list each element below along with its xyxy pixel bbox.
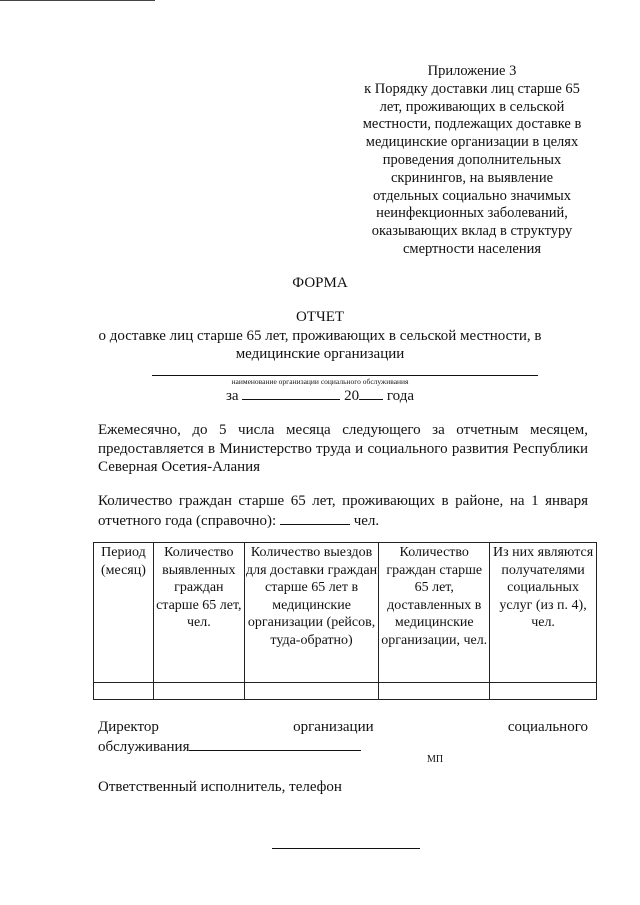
table-header-trips: Количество выездов для доставки граждан старше 65 лет в медицинские организации (рейсов, туда-обратно) xyxy=(244,543,379,683)
social-word: социального xyxy=(507,719,588,735)
period-prefix: за xyxy=(226,388,239,404)
organization-caption: наименование организации социального обслуживания xyxy=(231,377,409,386)
appendix-line: смертности населения xyxy=(402,240,542,257)
report-subtitle-line: медицинские организации xyxy=(235,346,405,362)
table-header-identified: Количество выявленных граждан старше 65 лет, чел. xyxy=(153,543,244,683)
executor-field[interactable] xyxy=(272,848,420,849)
period-month-field[interactable] xyxy=(242,386,340,400)
stamp-place-label: МП xyxy=(427,754,444,765)
form-label: ФОРМА xyxy=(292,275,348,291)
appendix-line: скринингов, на выявление xyxy=(390,169,554,186)
appendix-line: отдельных социально значимых xyxy=(372,187,572,204)
director-signature-field[interactable] xyxy=(189,737,361,751)
submission-note: Ежемесячно, до 5 числа месяца следующего за отчетным месяцем, предоставляется в Министерство труда и социального развития Республики Северная Осетия-Алания xyxy=(98,422,588,475)
citizens-count-text: Количество граждан старше 65 лет, проживающих в районе, на 1 января отчетного года (справочно): xyxy=(98,493,588,529)
appendix-line: местности, подлежащих доставке в xyxy=(362,116,582,133)
period-year-prefix: 20 xyxy=(344,388,360,404)
citizens-count-unit: чел. xyxy=(353,512,380,529)
top-rule xyxy=(0,0,155,1)
table-header-row xyxy=(94,543,597,683)
table-cell[interactable] xyxy=(490,683,597,700)
appendix-header xyxy=(352,63,592,259)
table-header-period: Период (месяц) xyxy=(94,543,154,683)
service-word: обслуживания xyxy=(98,738,190,755)
citizens-count-field[interactable] xyxy=(280,511,350,525)
table-cell[interactable] xyxy=(379,683,490,700)
report-subtitle-line: о доставке лиц старше 65 лет, проживающих в сельской местности, в xyxy=(98,328,542,344)
table-header-service-recipients: Из них являются получателями социальных услуг (из п. 4), чел. xyxy=(490,543,597,683)
table-cell[interactable] xyxy=(94,683,154,700)
period-year-field[interactable] xyxy=(359,386,383,400)
organization-name-field[interactable] xyxy=(152,375,538,376)
appendix-line: Приложение 3 xyxy=(427,63,517,79)
table-cell[interactable] xyxy=(153,683,244,700)
appendix-line: медицинские организации в целях xyxy=(365,134,579,151)
table-header-delivered: Количество граждан старше 65 лет, доставленных в медицинские организации, чел. xyxy=(379,543,490,683)
appendix-line: оказывающих вклад в структуру xyxy=(371,223,573,240)
director-signature-block xyxy=(98,718,588,756)
appendix-line: к Порядку доставки лиц старше 65 xyxy=(364,80,580,97)
report-period xyxy=(0,386,640,405)
period-suffix: года xyxy=(386,388,414,404)
citizens-count-note xyxy=(98,492,588,530)
appendix-line: проведения дополнительных xyxy=(382,151,562,168)
report-subtitle xyxy=(0,327,640,363)
report-table xyxy=(93,542,597,700)
report-title: ОТЧЕТ xyxy=(295,309,345,325)
executor-label: Ответственный исполнитель, телефон xyxy=(98,779,342,795)
table-row xyxy=(94,683,597,700)
table-cell[interactable] xyxy=(244,683,379,700)
director-word: Директор xyxy=(98,719,159,735)
organization-word: организации xyxy=(293,719,374,735)
appendix-line: неинфекционных заболеваний, xyxy=(376,205,568,222)
appendix-line: лет, проживающих в сельской xyxy=(379,98,565,115)
